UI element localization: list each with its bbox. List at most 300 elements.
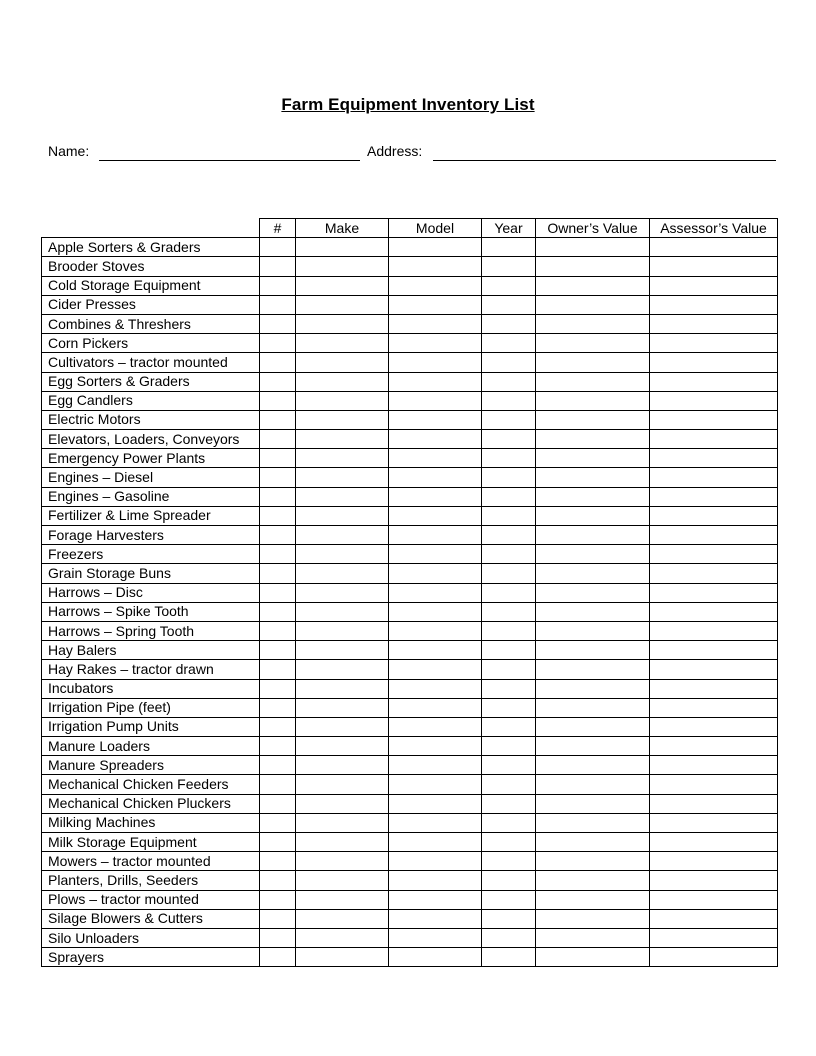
item-name-cell: Elevators, Loaders, Conveyors: [42, 430, 260, 449]
item-name-cell: Manure Spreaders: [42, 756, 260, 775]
make-cell[interactable]: [296, 430, 389, 449]
owners-value-cell[interactable]: [536, 871, 650, 890]
model-cell[interactable]: [389, 334, 482, 353]
owners-value-cell[interactable]: [536, 276, 650, 295]
item-name-cell: Electric Motors: [42, 410, 260, 429]
model-cell[interactable]: [389, 430, 482, 449]
year-cell[interactable]: [482, 890, 536, 909]
table-row: [42, 737, 778, 756]
model-cell[interactable]: [389, 890, 482, 909]
item-name-cell: Incubators: [42, 679, 260, 698]
owners-value-cell[interactable]: [536, 449, 650, 468]
make-cell[interactable]: [296, 449, 389, 468]
table-row: [42, 564, 778, 583]
year-cell[interactable]: [482, 909, 536, 928]
make-cell[interactable]: [296, 948, 389, 967]
make-cell[interactable]: [296, 295, 389, 314]
year-cell[interactable]: [482, 717, 536, 736]
table-row: [42, 314, 778, 333]
make-cell[interactable]: [296, 564, 389, 583]
table-row: [42, 833, 778, 852]
make-cell[interactable]: [296, 794, 389, 813]
owners-value-cell[interactable]: [536, 506, 650, 525]
owners-value-cell[interactable]: [536, 794, 650, 813]
owners-value-cell[interactable]: [536, 372, 650, 391]
assessors-value-cell[interactable]: [650, 890, 778, 909]
table-row: [42, 641, 778, 660]
count-cell[interactable]: [260, 794, 296, 813]
assessors-value-cell[interactable]: [650, 660, 778, 679]
owners-value-cell[interactable]: [536, 698, 650, 717]
table-row: [42, 583, 778, 602]
assessors-value-cell[interactable]: [650, 449, 778, 468]
item-name-cell: Silage Blowers & Cutters: [42, 909, 260, 928]
count-cell[interactable]: [260, 737, 296, 756]
column-header-year: Year: [482, 219, 536, 238]
owners-value-cell[interactable]: [536, 526, 650, 545]
make-cell[interactable]: [296, 641, 389, 660]
assessors-value-cell[interactable]: [650, 257, 778, 276]
count-cell[interactable]: [260, 756, 296, 775]
count-cell[interactable]: [260, 660, 296, 679]
assessors-value-cell[interactable]: [650, 506, 778, 525]
owners-value-cell[interactable]: [536, 833, 650, 852]
year-cell[interactable]: [482, 948, 536, 967]
owners-value-cell[interactable]: [536, 948, 650, 967]
model-cell[interactable]: [389, 621, 482, 640]
item-name-cell: Manure Loaders: [42, 737, 260, 756]
assessors-value-cell[interactable]: [650, 833, 778, 852]
table-row: [42, 238, 778, 257]
assessors-value-cell[interactable]: [650, 871, 778, 890]
owners-value-cell[interactable]: [536, 545, 650, 564]
count-cell[interactable]: [260, 238, 296, 257]
item-name-cell: Engines – Diesel: [42, 468, 260, 487]
assessors-value-cell[interactable]: [650, 621, 778, 640]
owners-value-cell[interactable]: [536, 468, 650, 487]
model-cell[interactable]: [389, 372, 482, 391]
owners-value-cell[interactable]: [536, 717, 650, 736]
year-cell[interactable]: [482, 276, 536, 295]
table-row: [42, 871, 778, 890]
count-cell[interactable]: [260, 430, 296, 449]
year-cell[interactable]: [482, 660, 536, 679]
owners-value-cell[interactable]: [536, 852, 650, 871]
item-name-cell: Forage Harvesters: [42, 526, 260, 545]
owners-value-cell[interactable]: [536, 679, 650, 698]
model-cell[interactable]: [389, 353, 482, 372]
column-header-owners-value: Owner’s Value: [536, 219, 650, 238]
table-row: [42, 813, 778, 832]
make-cell[interactable]: [296, 545, 389, 564]
year-cell[interactable]: [482, 813, 536, 832]
year-cell[interactable]: [482, 353, 536, 372]
make-cell[interactable]: [296, 679, 389, 698]
count-cell[interactable]: [260, 890, 296, 909]
model-cell[interactable]: [389, 871, 482, 890]
year-cell[interactable]: [482, 564, 536, 583]
make-cell[interactable]: [296, 660, 389, 679]
year-cell[interactable]: [482, 928, 536, 947]
owners-value-cell[interactable]: [536, 621, 650, 640]
model-cell[interactable]: [389, 238, 482, 257]
model-cell[interactable]: [389, 506, 482, 525]
table-row: [42, 852, 778, 871]
item-name-cell: Harrows – Spike Tooth: [42, 602, 260, 621]
count-cell[interactable]: [260, 602, 296, 621]
year-cell[interactable]: [482, 871, 536, 890]
table-row: [42, 410, 778, 429]
item-name-cell: Grain Storage Buns: [42, 564, 260, 583]
assessors-value-cell[interactable]: [650, 468, 778, 487]
count-cell[interactable]: [260, 334, 296, 353]
assessors-value-cell[interactable]: [650, 276, 778, 295]
model-cell[interactable]: [389, 257, 482, 276]
year-cell[interactable]: [482, 833, 536, 852]
column-header-assessors-value: Assessor’s Value: [650, 219, 778, 238]
model-cell[interactable]: [389, 526, 482, 545]
assessors-value-cell[interactable]: [650, 545, 778, 564]
owners-value-cell[interactable]: [536, 487, 650, 506]
item-name-cell: Combines & Threshers: [42, 314, 260, 333]
assessors-value-cell[interactable]: [650, 334, 778, 353]
owners-value-cell[interactable]: [536, 238, 650, 257]
table-row: [42, 794, 778, 813]
owners-value-cell[interactable]: [536, 391, 650, 410]
make-cell[interactable]: [296, 410, 389, 429]
count-cell[interactable]: [260, 833, 296, 852]
count-cell[interactable]: [260, 775, 296, 794]
make-cell[interactable]: [296, 602, 389, 621]
assessors-value-cell[interactable]: [650, 794, 778, 813]
table-row: [42, 948, 778, 967]
count-cell[interactable]: [260, 852, 296, 871]
year-cell[interactable]: [482, 756, 536, 775]
model-cell[interactable]: [389, 737, 482, 756]
year-cell[interactable]: [482, 314, 536, 333]
assessors-value-cell[interactable]: [650, 813, 778, 832]
owners-value-cell[interactable]: [536, 430, 650, 449]
model-cell[interactable]: [389, 468, 482, 487]
count-cell[interactable]: [260, 621, 296, 640]
owners-value-cell[interactable]: [536, 813, 650, 832]
year-cell[interactable]: [482, 737, 536, 756]
count-cell[interactable]: [260, 679, 296, 698]
make-cell[interactable]: [296, 813, 389, 832]
year-cell[interactable]: [482, 621, 536, 640]
model-cell[interactable]: [389, 928, 482, 947]
assessors-value-cell[interactable]: [650, 641, 778, 660]
make-cell[interactable]: [296, 334, 389, 353]
make-cell[interactable]: [296, 833, 389, 852]
item-name-cell: Egg Candlers: [42, 391, 260, 410]
count-cell[interactable]: [260, 698, 296, 717]
make-cell[interactable]: [296, 391, 389, 410]
inventory-table: [41, 218, 778, 967]
assessors-value-cell[interactable]: [650, 698, 778, 717]
year-cell[interactable]: [482, 449, 536, 468]
table-row: [42, 660, 778, 679]
make-cell[interactable]: [296, 583, 389, 602]
count-cell[interactable]: [260, 295, 296, 314]
item-name-cell: Cultivators – tractor mounted: [42, 353, 260, 372]
year-cell[interactable]: [482, 257, 536, 276]
model-cell[interactable]: [389, 602, 482, 621]
item-name-cell: Milking Machines: [42, 813, 260, 832]
count-cell[interactable]: [260, 468, 296, 487]
item-name-cell: Cold Storage Equipment: [42, 276, 260, 295]
count-cell[interactable]: [260, 871, 296, 890]
assessors-value-cell[interactable]: [650, 756, 778, 775]
table-row: [42, 295, 778, 314]
year-cell[interactable]: [482, 583, 536, 602]
assessors-value-cell[interactable]: [650, 487, 778, 506]
model-cell[interactable]: [389, 314, 482, 333]
count-cell[interactable]: [260, 948, 296, 967]
count-cell[interactable]: [260, 583, 296, 602]
make-cell[interactable]: [296, 621, 389, 640]
make-cell[interactable]: [296, 506, 389, 525]
owners-value-cell[interactable]: [536, 583, 650, 602]
model-cell[interactable]: [389, 909, 482, 928]
make-cell[interactable]: [296, 717, 389, 736]
assessors-value-cell[interactable]: [650, 583, 778, 602]
item-name-cell: Silo Unloaders: [42, 928, 260, 947]
year-cell[interactable]: [482, 391, 536, 410]
count-cell[interactable]: [260, 410, 296, 429]
owners-value-cell[interactable]: [536, 737, 650, 756]
item-name-cell: Engines – Gasoline: [42, 487, 260, 506]
count-cell[interactable]: [260, 641, 296, 660]
table-row: [42, 698, 778, 717]
item-name-cell: Apple Sorters & Graders: [42, 238, 260, 257]
table-body: [42, 238, 778, 967]
count-cell[interactable]: [260, 314, 296, 333]
year-cell[interactable]: [482, 487, 536, 506]
make-cell[interactable]: [296, 737, 389, 756]
count-cell[interactable]: [260, 564, 296, 583]
assessors-value-cell[interactable]: [650, 775, 778, 794]
model-cell[interactable]: [389, 391, 482, 410]
count-cell[interactable]: [260, 928, 296, 947]
model-cell[interactable]: [389, 295, 482, 314]
year-cell[interactable]: [482, 334, 536, 353]
assessors-value-cell[interactable]: [650, 948, 778, 967]
count-cell[interactable]: [260, 257, 296, 276]
table-row: [42, 334, 778, 353]
model-cell[interactable]: [389, 833, 482, 852]
year-cell[interactable]: [482, 852, 536, 871]
make-cell[interactable]: [296, 775, 389, 794]
assessors-value-cell[interactable]: [650, 391, 778, 410]
make-cell[interactable]: [296, 372, 389, 391]
owners-value-cell[interactable]: [536, 660, 650, 679]
model-cell[interactable]: [389, 410, 482, 429]
owners-value-cell[interactable]: [536, 756, 650, 775]
model-cell[interactable]: [389, 545, 482, 564]
model-cell[interactable]: [389, 948, 482, 967]
year-cell[interactable]: [482, 468, 536, 487]
document-title: Farm Equipment Inventory List: [281, 95, 535, 114]
item-name-cell: Irrigation Pump Units: [42, 717, 260, 736]
model-cell[interactable]: [389, 813, 482, 832]
item-name-cell: Cider Presses: [42, 295, 260, 314]
model-cell[interactable]: [389, 852, 482, 871]
model-cell[interactable]: [389, 679, 482, 698]
assessors-value-cell[interactable]: [650, 564, 778, 583]
make-cell[interactable]: [296, 238, 389, 257]
model-cell[interactable]: [389, 564, 482, 583]
count-cell[interactable]: [260, 391, 296, 410]
table-row: [42, 506, 778, 525]
count-cell[interactable]: [260, 813, 296, 832]
owners-value-cell[interactable]: [536, 890, 650, 909]
owners-value-cell[interactable]: [536, 314, 650, 333]
table-row: [42, 391, 778, 410]
owners-value-cell[interactable]: [536, 602, 650, 621]
column-header-make: Make: [296, 219, 389, 238]
count-cell[interactable]: [260, 353, 296, 372]
assessors-value-cell[interactable]: [650, 602, 778, 621]
assessors-value-cell[interactable]: [650, 852, 778, 871]
make-cell[interactable]: [296, 468, 389, 487]
count-cell[interactable]: [260, 487, 296, 506]
assessors-value-cell[interactable]: [650, 909, 778, 928]
address-label: Address:: [367, 143, 423, 159]
table-row: [42, 449, 778, 468]
assessors-value-cell[interactable]: [650, 238, 778, 257]
year-cell[interactable]: [482, 545, 536, 564]
make-cell[interactable]: [296, 852, 389, 871]
table-row: [42, 679, 778, 698]
assessors-value-cell[interactable]: [650, 372, 778, 391]
name-field[interactable]: [99, 160, 360, 161]
table-row: [42, 372, 778, 391]
count-cell[interactable]: [260, 717, 296, 736]
item-name-cell: Harrows – Disc: [42, 583, 260, 602]
model-cell[interactable]: [389, 660, 482, 679]
count-cell[interactable]: [260, 526, 296, 545]
count-cell[interactable]: [260, 545, 296, 564]
make-cell[interactable]: [296, 698, 389, 717]
model-cell[interactable]: [389, 583, 482, 602]
model-cell[interactable]: [389, 449, 482, 468]
model-cell[interactable]: [389, 487, 482, 506]
count-cell[interactable]: [260, 909, 296, 928]
assessors-value-cell[interactable]: [650, 526, 778, 545]
item-name-cell: Mowers – tractor mounted: [42, 852, 260, 871]
assessors-value-cell[interactable]: [650, 410, 778, 429]
owners-value-cell[interactable]: [536, 410, 650, 429]
owners-value-cell[interactable]: [536, 564, 650, 583]
make-cell[interactable]: [296, 276, 389, 295]
assessors-value-cell[interactable]: [650, 928, 778, 947]
year-cell[interactable]: [482, 238, 536, 257]
year-cell[interactable]: [482, 506, 536, 525]
item-name-cell: Mechanical Chicken Feeders: [42, 775, 260, 794]
table-row: [42, 468, 778, 487]
assessors-value-cell[interactable]: [650, 737, 778, 756]
model-cell[interactable]: [389, 756, 482, 775]
address-field[interactable]: [433, 160, 776, 161]
assessors-value-cell[interactable]: [650, 295, 778, 314]
year-cell[interactable]: [482, 775, 536, 794]
make-cell[interactable]: [296, 314, 389, 333]
table-row: [42, 890, 778, 909]
make-cell[interactable]: [296, 871, 389, 890]
table-row: [42, 276, 778, 295]
item-name-cell: Irrigation Pipe (feet): [42, 698, 260, 717]
make-cell[interactable]: [296, 928, 389, 947]
name-label: Name:: [48, 143, 90, 159]
count-cell[interactable]: [260, 372, 296, 391]
owners-value-cell[interactable]: [536, 641, 650, 660]
owners-value-cell[interactable]: [536, 928, 650, 947]
year-cell[interactable]: [482, 372, 536, 391]
assessors-value-cell[interactable]: [650, 314, 778, 333]
model-cell[interactable]: [389, 794, 482, 813]
make-cell[interactable]: [296, 526, 389, 545]
assessors-value-cell[interactable]: [650, 430, 778, 449]
model-cell[interactable]: [389, 717, 482, 736]
item-name-cell: Sprayers: [42, 948, 260, 967]
year-cell[interactable]: [482, 794, 536, 813]
owners-value-cell[interactable]: [536, 257, 650, 276]
count-cell[interactable]: [260, 276, 296, 295]
year-cell[interactable]: [482, 295, 536, 314]
make-cell[interactable]: [296, 487, 389, 506]
model-cell[interactable]: [389, 698, 482, 717]
item-name-cell: Hay Rakes – tractor drawn: [42, 660, 260, 679]
make-cell[interactable]: [296, 257, 389, 276]
make-cell[interactable]: [296, 909, 389, 928]
item-name-cell: Mechanical Chicken Pluckers: [42, 794, 260, 813]
assessors-value-cell[interactable]: [650, 717, 778, 736]
make-cell[interactable]: [296, 890, 389, 909]
year-cell[interactable]: [482, 641, 536, 660]
item-name-cell: Harrows – Spring Tooth: [42, 621, 260, 640]
model-cell[interactable]: [389, 775, 482, 794]
item-name-cell: Freezers: [42, 545, 260, 564]
owners-value-cell[interactable]: [536, 334, 650, 353]
year-cell[interactable]: [482, 698, 536, 717]
owners-value-cell[interactable]: [536, 295, 650, 314]
count-cell[interactable]: [260, 449, 296, 468]
table-row: [42, 526, 778, 545]
assessors-value-cell[interactable]: [650, 353, 778, 372]
year-cell[interactable]: [482, 410, 536, 429]
assessors-value-cell[interactable]: [650, 679, 778, 698]
year-cell[interactable]: [482, 679, 536, 698]
year-cell[interactable]: [482, 602, 536, 621]
year-cell[interactable]: [482, 526, 536, 545]
model-cell[interactable]: [389, 641, 482, 660]
owners-value-cell[interactable]: [536, 775, 650, 794]
table-row: [42, 928, 778, 947]
year-cell[interactable]: [482, 430, 536, 449]
make-cell[interactable]: [296, 756, 389, 775]
column-header-count: #: [260, 219, 296, 238]
count-cell[interactable]: [260, 506, 296, 525]
table-row: [42, 909, 778, 928]
item-name-cell: Egg Sorters & Graders: [42, 372, 260, 391]
table-row: [42, 430, 778, 449]
model-cell[interactable]: [389, 276, 482, 295]
owners-value-cell[interactable]: [536, 909, 650, 928]
make-cell[interactable]: [296, 353, 389, 372]
owners-value-cell[interactable]: [536, 353, 650, 372]
item-name-cell: Emergency Power Plants: [42, 449, 260, 468]
